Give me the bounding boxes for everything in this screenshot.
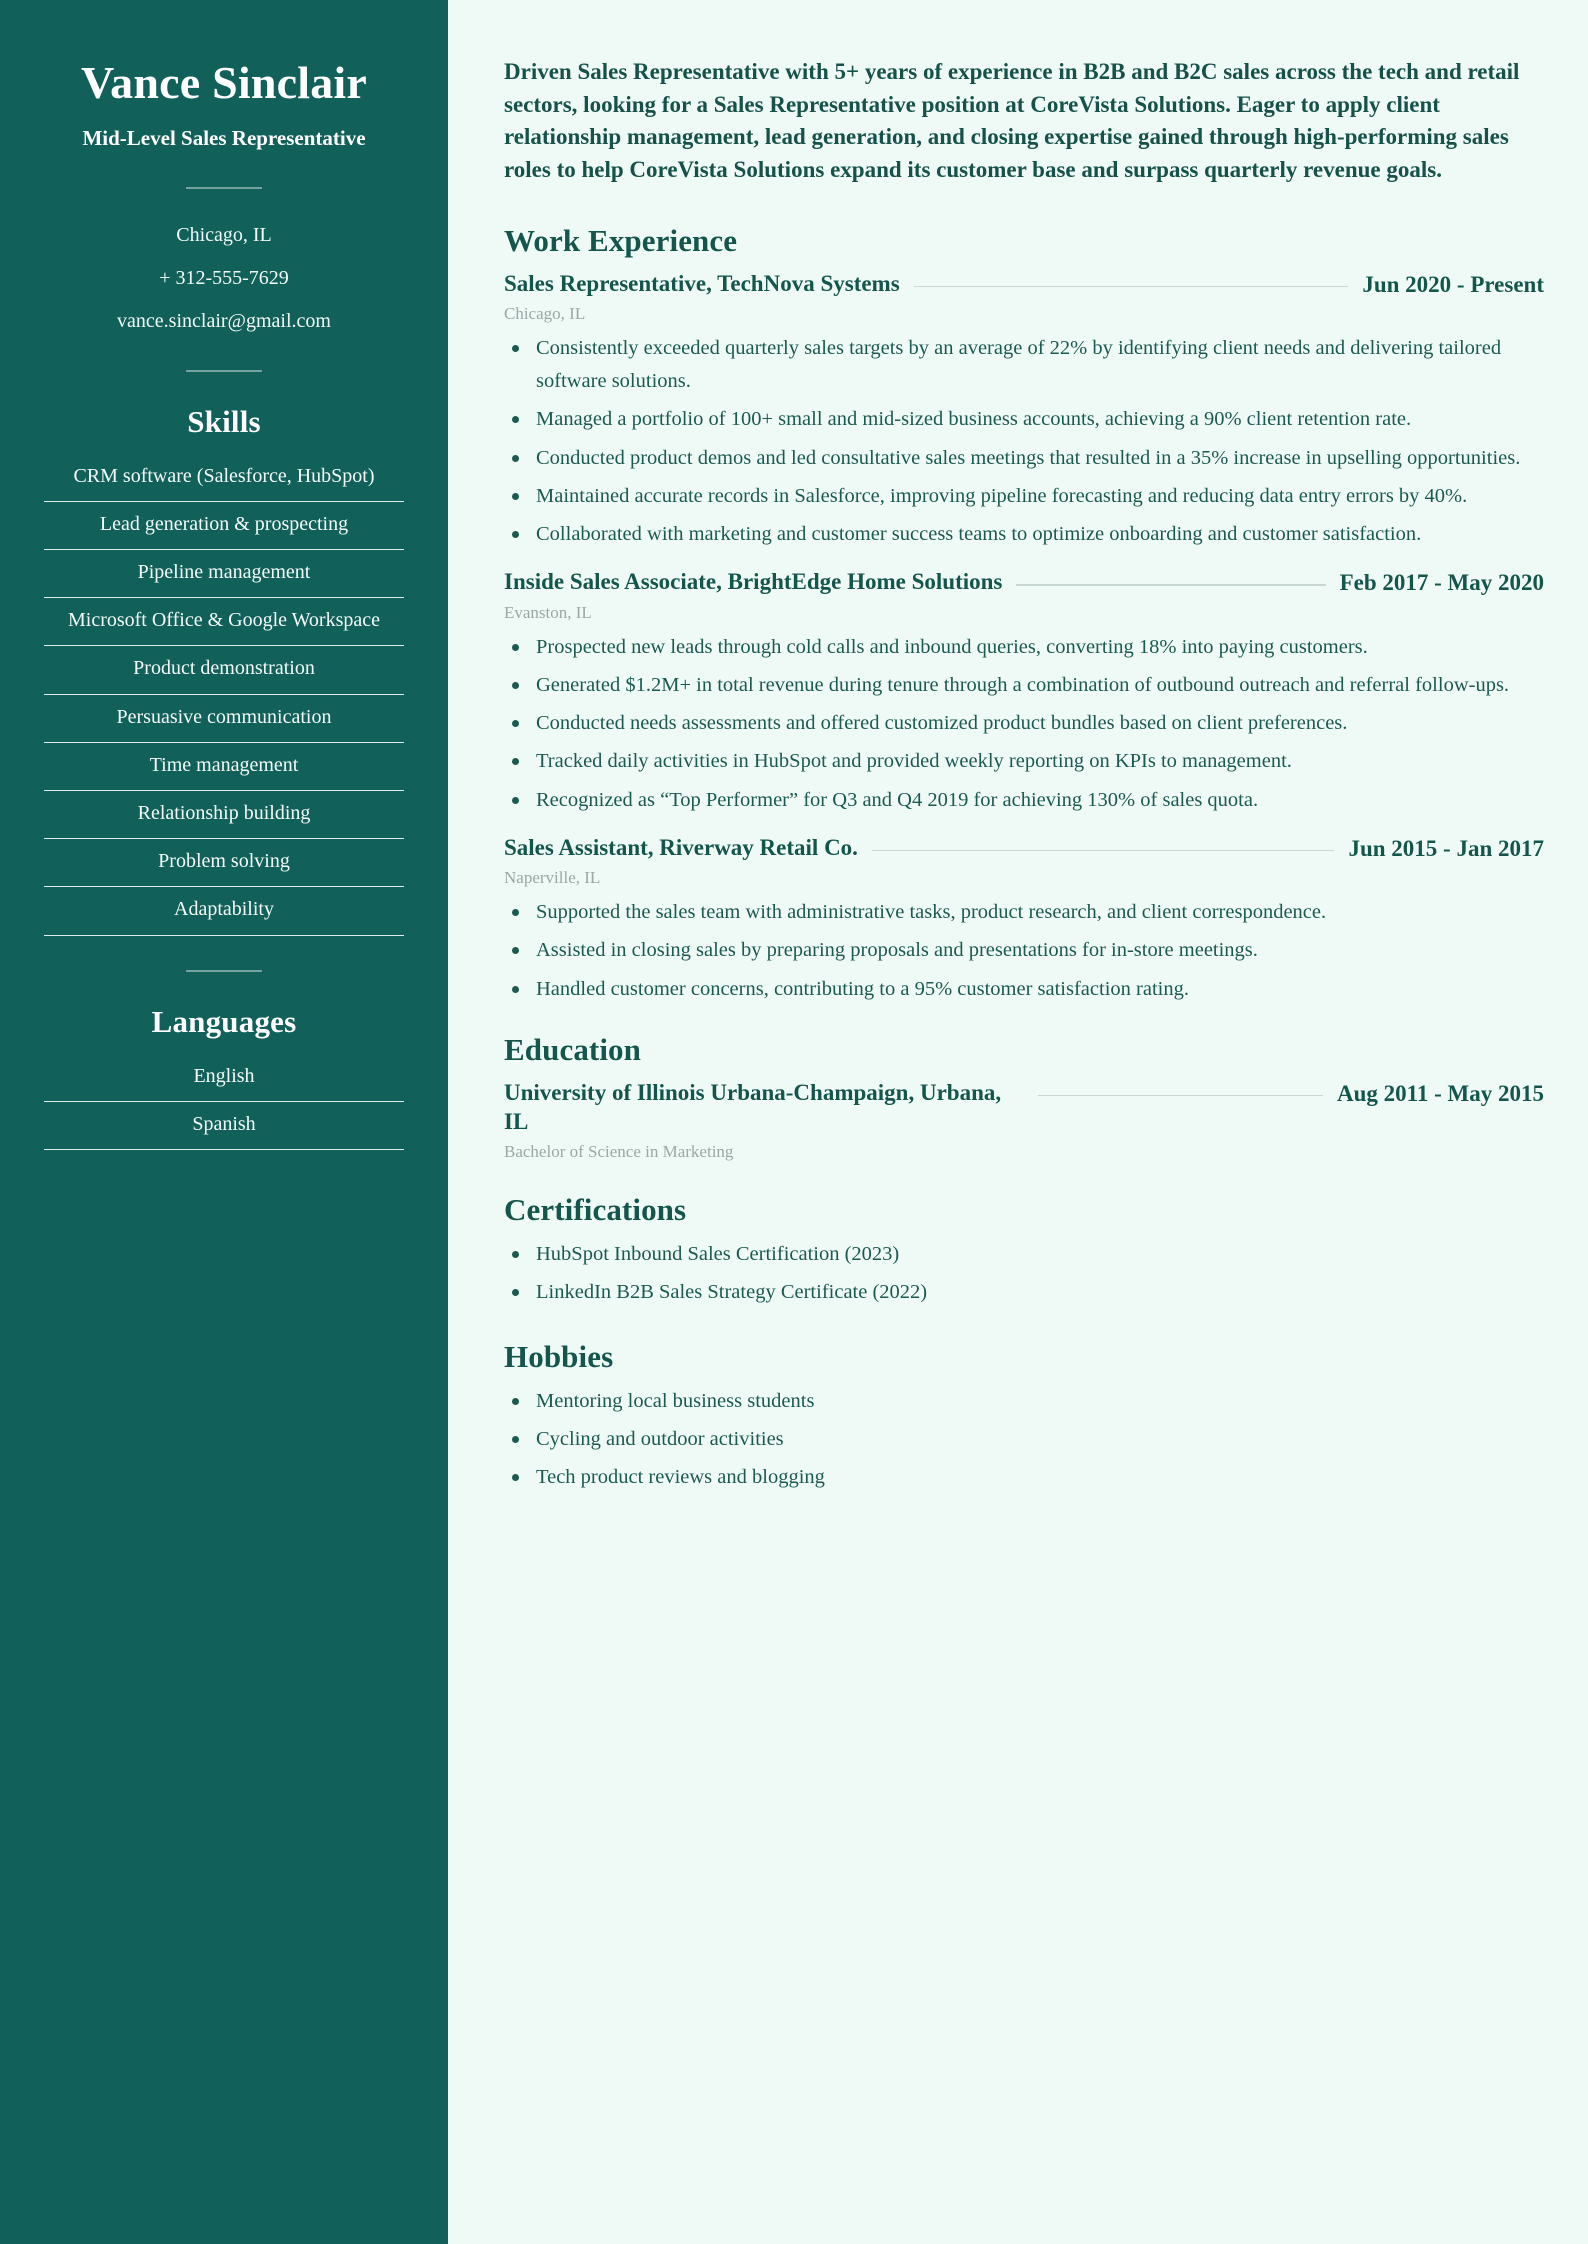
hobby-item: Tech product reviews and blogging	[504, 1461, 1544, 1494]
skill-item: Adaptability	[44, 887, 404, 935]
work-entry-date: Jun 2015 - Jan 2017	[1348, 835, 1544, 861]
work-experience-section	[504, 223, 1544, 1006]
skill-item: Microsoft Office & Google Workspace	[44, 598, 404, 646]
certifications-heading: Certifications	[504, 1191, 687, 1227]
skill-item: CRM software (Salesforce, HubSpot)	[44, 454, 404, 502]
work-bullet: Recognized as “Top Performer” for Q3 and Q4 2019 for achieving 130% of sales quota.	[504, 784, 1544, 817]
work-bullet: Maintained accurate records in Salesforce, improving pipeline forecasting and reducing data entry errors by 40%.	[504, 480, 1544, 513]
work-entry-date: Jun 2020 - Present	[1362, 271, 1544, 297]
work-bullet: Assisted in closing sales by preparing proposals and presentations for in-store meetings.	[504, 934, 1544, 967]
skills-list	[44, 454, 404, 936]
sidebar-divider-languages	[186, 970, 262, 972]
work-bullet: Collaborated with marketing and customer success teams to optimize onboarding and customer satisfaction.	[504, 518, 1544, 551]
work-entry-location: Evanston, IL	[504, 602, 592, 622]
work-entry-location: Naperville, IL	[504, 868, 601, 888]
skill-item: Lead generation & prospecting	[44, 502, 404, 550]
hobby-item: Mentoring local business students	[504, 1385, 1544, 1418]
certification-item: LinkedIn B2B Sales Strategy Certificate (2022)	[504, 1276, 1544, 1309]
work-entry	[504, 269, 1544, 552]
hobbies-section	[504, 1339, 1544, 1495]
work-entry-header	[504, 833, 1544, 863]
work-entry	[504, 833, 1544, 1006]
work-entry-header	[504, 269, 1544, 299]
languages-list	[44, 1054, 404, 1150]
skills-heading: Skills	[187, 403, 261, 439]
sidebar	[0, 0, 448, 2244]
education-date: Aug 2011 - May 2015	[1337, 1080, 1544, 1106]
work-entry-bullets	[504, 332, 1544, 551]
work-entry-title: Sales Assistant, Riverway Retail Co.	[504, 834, 858, 860]
work-bullet: Supported the sales team with administrative tasks, product research, and client correspondence.	[504, 896, 1544, 929]
hobby-item: Cycling and outdoor activities	[504, 1423, 1544, 1456]
certifications-list	[504, 1238, 1544, 1309]
education-school: University of Illinois Urbana-Champaign, Urbana, IL	[504, 1079, 1002, 1135]
languages-heading: Languages	[151, 1003, 297, 1039]
entry-connector-rule	[1038, 1095, 1323, 1097]
contact-phone[interactable]: + 312-555-7629	[159, 266, 289, 289]
skill-item: Persuasive communication	[44, 695, 404, 743]
work-entry-location: Chicago, IL	[504, 304, 586, 324]
hobbies-list	[504, 1385, 1544, 1495]
work-bullet: Conducted needs assessments and offered customized product bundles based on client preferences.	[504, 707, 1544, 740]
work-bullet: Generated $1.2M+ in total revenue during tenure through a combination of outbound outreach and referral follow-ups.	[504, 669, 1544, 702]
work-bullet: Consistently exceeded quarterly sales targets by an average of 22% by identifying client needs and delivering tailored software solutions.	[504, 332, 1544, 398]
skill-item: Product demonstration	[44, 646, 404, 694]
candidate-name: Vance Sinclair	[80, 57, 368, 108]
work-bullet: Managed a portfolio of 100+ small and mid-sized business accounts, achieving a 90% client retention rate.	[504, 403, 1544, 436]
work-bullet: Tracked daily activities in HubSpot and provided weekly reporting on KPIs to management.	[504, 745, 1544, 778]
entry-connector-rule	[1016, 584, 1325, 586]
work-entry-title: Inside Sales Associate, BrightEdge Home Solutions	[504, 569, 1003, 595]
sidebar-divider-skills	[186, 370, 262, 372]
candidate-job-title: Mid-Level Sales Representative	[82, 125, 366, 150]
skill-item: Relationship building	[44, 791, 404, 839]
work-bullet: Prospected new leads through cold calls and inbound queries, converting 18% into paying customers.	[504, 631, 1544, 664]
certification-item: HubSpot Inbound Sales Certification (2023)	[504, 1238, 1544, 1271]
work-experience-entries	[504, 269, 1544, 1006]
contact-location: Chicago, IL	[176, 223, 272, 246]
education-degree: Bachelor of Science in Marketing	[504, 1141, 734, 1161]
education-entry-header	[504, 1078, 1544, 1137]
skill-item: Time management	[44, 743, 404, 791]
main-column	[448, 0, 1588, 2244]
entry-connector-rule	[914, 286, 1349, 288]
work-entry-date: Feb 2017 - May 2020	[1339, 570, 1544, 596]
language-item: Spanish	[44, 1102, 404, 1150]
professional-summary: Driven Sales Representative with 5+ years of experience in B2B and B2C sales across the tech and retail sectors, looking for a Sales Representative position at CoreVista Solutions. Eager to apply client relationship management, lead generation, and closing expertise gained through high-performing sales roles to help CoreVista Solutions expand its customer base and surpass quarterly revenue goals.	[504, 59, 1520, 182]
work-experience-heading: Work Experience	[504, 222, 738, 258]
education-heading: Education	[504, 1031, 641, 1067]
work-entry	[504, 567, 1544, 816]
hobbies-heading: Hobbies	[504, 1339, 614, 1375]
sidebar-divider-contact	[186, 187, 262, 189]
work-entry-title: Sales Representative, TechNova Systems	[504, 270, 900, 296]
entry-connector-rule	[872, 850, 1335, 852]
work-entry-header	[504, 567, 1544, 597]
work-bullet: Handled customer concerns, contributing to a 95% customer satisfaction rating.	[504, 973, 1544, 1006]
work-bullet: Conducted product demos and led consultative sales meetings that resulted in a 35% increase in upselling opportunities.	[504, 442, 1544, 475]
work-entry-bullets	[504, 631, 1544, 817]
language-item: English	[44, 1054, 404, 1102]
education-entries	[504, 1078, 1544, 1162]
certifications-section	[504, 1192, 1544, 1309]
skill-item: Pipeline management	[44, 550, 404, 598]
contact-email[interactable]: vance.sinclair@gmail.com	[117, 309, 331, 332]
skill-item: Problem solving	[44, 839, 404, 887]
contact-block	[44, 221, 404, 336]
education-entry	[504, 1078, 1544, 1162]
work-entry-bullets	[504, 896, 1544, 1006]
education-section	[504, 1032, 1544, 1162]
